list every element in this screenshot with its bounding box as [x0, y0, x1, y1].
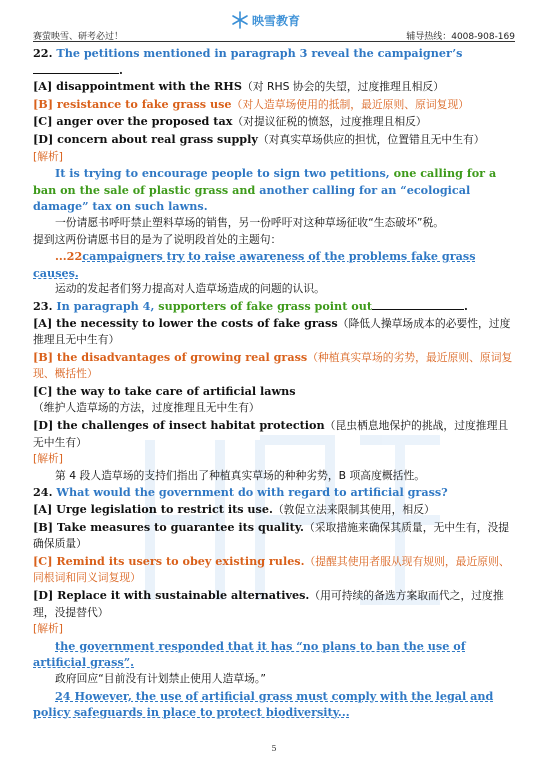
brand-name: 映雪教育 [252, 13, 301, 28]
q23-option-b [33, 349, 517, 383]
option-note: （采取措施来确保其质量，无中生有，没提确保质量） [33, 520, 510, 551]
quote-ref: ...22 [55, 249, 83, 264]
option-note: （对 RHS 协会的失望，过度推理且相反） [241, 80, 445, 94]
q22-stem: 22. The petitions mentioned in paragraph 3 reveal the campaigner’s. [33, 46, 463, 77]
option-note: （提醒其使用者服从现有规则，最近原则、同根词和同义词复现） [33, 554, 510, 585]
header-rule [33, 41, 515, 42]
option-note: （敦促立法来限制其使用，相反） [272, 503, 435, 517]
q24-option-d [33, 587, 517, 621]
q23-stem-text: In paragraph 4, [56, 298, 155, 313]
page-header [33, 8, 515, 42]
option-note: （对提议征税的愤怒，过度推理且相反） [232, 115, 427, 129]
q22-quote [33, 248, 517, 281]
option-text: [C] the way to take care of artificial lawns [33, 383, 296, 398]
answer-blank [372, 299, 464, 310]
q22-explanation-cn2: 提到这两份请愿书目的是为了说明段首处的主题句： [33, 232, 282, 246]
q24-analysis-label: [解析] [33, 622, 64, 636]
q22-number: 22. [33, 46, 53, 60]
q23-option-d [33, 417, 517, 451]
option-text: [C] anger over the proposed tax [33, 114, 233, 129]
header-hotline: 辅导热线：4008-908-169 [406, 32, 515, 42]
option-note: （昆虫栖息地保护的挑战，过度推理且无中生有） [33, 419, 509, 449]
q23-option-a [33, 315, 517, 349]
quote-text: campaigners try to raise awareness of the problems fake grass causes. [33, 249, 476, 280]
option-text: [D] concern about real grass supply [33, 131, 258, 146]
brand-logo [231, 10, 300, 30]
q24-option-b [33, 519, 517, 553]
option-note: （维护人造草场的方法，过度推理且无中生有） [33, 401, 260, 415]
q23-stem-text: supporters of fake grass point out [158, 298, 373, 313]
q24-option-a [33, 501, 517, 519]
q24-quote: 24 However, the use of artificial grass must comply with the legal and policy safeguards in place to protect biodiversity... [33, 688, 494, 720]
q22-stem-text: The petitions mentioned in paragraph 3 reveal the campaigner’s [56, 46, 463, 60]
option-text: [A] Urge legislation to restrict its use. [33, 502, 273, 517]
q24-option-c [33, 553, 517, 587]
q23-number: 23. [33, 298, 53, 313]
option-text: [B] resistance to fake grass use [33, 96, 232, 111]
q22-explanation-cn: 一份请愿书呼吁禁止塑料草场的销售，另一份呼吁对这种草场征收“生态破坏”税。 [55, 215, 445, 229]
q23-analysis-label: [解析] [33, 452, 64, 466]
exp-part: one calling for a ban on the sale of plastic grass [33, 166, 497, 197]
option-note: （用可持续的备选方案取而代之，过度推理，没提替代） [33, 589, 504, 619]
page-number: 5 [271, 744, 277, 753]
header-slogan: 赛萤映雪、研考必过！ [33, 32, 124, 42]
option-text: [C] Remind its users to obey existing rules. [33, 553, 305, 568]
exp-part: It is trying to encourage people to sign two petitions, [55, 166, 390, 181]
q23-stem: 23. In paragraph 4, supporters of fake grass point out . [33, 298, 468, 313]
q22-option-a [33, 78, 517, 96]
option-text: [B] the disadvantages of growing real grass [33, 349, 308, 364]
option-text: [B] Take measures to guarantee its quality. [33, 519, 304, 534]
q23-option-c [33, 383, 517, 417]
option-note: （种植真实草场的劣势，最近原则、原词复现、概括性） [33, 350, 513, 381]
option-text: [A] the necessity to lower the costs of fake grass [33, 315, 338, 330]
option-text: [D] the challenges of insect habitat protection [33, 418, 325, 433]
option-text: [A] disappointment with the RHS [33, 79, 242, 94]
q22-option-b [33, 96, 517, 114]
option-note: （对人造草场使用的抵制，最近原则、原词复现） [231, 97, 470, 111]
q22-option-c [33, 113, 517, 131]
q22-option-d [33, 131, 517, 149]
q24-explanation-cn: 政府回应“目前没有计划禁止使用人造草场。” [55, 671, 266, 685]
option-note: （降低人操草场成本的必要性，过度推理且无中生有） [33, 316, 511, 347]
q23-explanation-cn: 第 4 段人造草场的支持们指出了种植真实草场的种种劣势，B 项高度概括性。 [55, 468, 426, 482]
answer-blank [33, 63, 119, 74]
exp-part: and [232, 182, 256, 197]
q24-number: 24. [33, 485, 53, 500]
exp-part: another calling for an “ecological damage” tax on such lawns. [33, 182, 471, 214]
option-text: [D] Replace it with sustainable alternatives. [33, 588, 310, 602]
document-body [33, 45, 517, 721]
q22-quote-cn: 运动的发起者们努力提高对人造草场造成的问题的认识。 [55, 282, 325, 296]
q24-explanation-en: the government responded that it has “no plans to ban the use of artificial grass”. [33, 638, 466, 670]
snowflake-icon [231, 11, 249, 29]
q24-stem [33, 484, 517, 501]
option-note: （对真实草场供应的担忧，位置错且无中生有） [257, 132, 485, 146]
q24-stem-text: What would the government do with regard to artificial grass? [56, 485, 448, 500]
q22-explanation-en [33, 165, 517, 215]
q22-analysis-label: [解析] [33, 149, 64, 163]
